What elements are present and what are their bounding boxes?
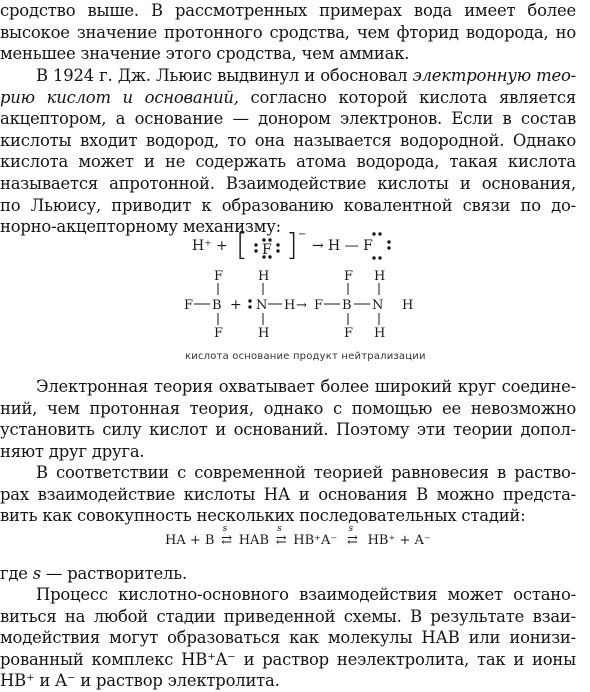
atom-h: H — [374, 326, 386, 341]
text-line — [0, 65, 576, 87]
paragraph-6 — [0, 584, 576, 692]
text-run: В 1924 г. Дж. Льюис выдвинул и обосновал — [36, 66, 413, 85]
electron-dot — [378, 232, 381, 235]
text-line: В соответствии с современной теорией равновесия в раство- — [36, 463, 576, 482]
text-run: где — [0, 564, 33, 583]
equilibrium-scheme — [165, 524, 431, 548]
complex-hab: HAB — [238, 533, 269, 548]
electron-dot — [378, 256, 381, 259]
atom-f: F — [344, 326, 354, 341]
text-line: норно-акцепторному механизму: — [0, 217, 281, 237]
solvent-label: s — [348, 524, 354, 534]
text-run: — растворитель. — [41, 564, 187, 583]
text-line: рах взаимодействие кислоты НА и основания В можно предста- — [0, 484, 576, 504]
hf-molecule: H — F — [328, 238, 373, 254]
equilibrium-arrow: s ⇄ — [275, 524, 287, 548]
reaction-arrow: → — [312, 238, 324, 254]
left-bracket: [ — [236, 228, 248, 263]
atom-f: F — [314, 298, 324, 313]
atom-h: H — [258, 269, 270, 284]
paragraph-1 — [0, 0, 576, 65]
paragraph-4 — [0, 462, 576, 527]
free-ions: HB⁺ + A⁻ — [367, 533, 431, 548]
reaction-scheme-2 — [180, 266, 440, 350]
text-line: рованный комплекс HB⁺A⁻ и раствор неэлектролита, так и ионы — [0, 649, 576, 669]
fluorine-atom: F — [262, 242, 272, 258]
paragraph-5 — [0, 563, 576, 585]
electron-dot — [248, 305, 251, 308]
electron-dot — [254, 243, 257, 246]
reaction-arrow: → — [296, 298, 307, 313]
text-line: ний, чем протонная теория, однако с помощью ее невозможно — [0, 398, 576, 418]
text-line: модействия могут образоваться как молекулы НАВ или ионизи- — [0, 628, 576, 648]
text-line: высокое значение протонного сродства, чем фторид водорода, но — [0, 22, 576, 42]
italic-term: рию кислот и оснований, — [0, 87, 239, 107]
text-line: вить как совокупность нескольких последовательных стадий: — [0, 506, 526, 526]
atom-b: B — [212, 298, 222, 313]
plus-sign: + — [230, 297, 242, 313]
atom-f: F — [214, 269, 224, 284]
atom-h: H — [402, 298, 414, 313]
text-line: называется апротонной. Взаимодействие кислоты и основания, — [0, 173, 576, 193]
text-line: акцептором, а основание — донором электронов. Если в состав — [0, 109, 576, 129]
text-line — [0, 563, 576, 585]
text-run: согласно которой кислота является — [238, 87, 576, 107]
atom-n: N — [372, 298, 384, 313]
atom-f: F — [214, 326, 224, 341]
text-line: виться на любой стадии приведенной схемы. В результате взаи- — [0, 606, 576, 626]
electron-dot — [372, 232, 375, 235]
atom-h: H — [374, 269, 386, 284]
solvent-label: s — [277, 524, 282, 534]
proton-label: H⁺ + — [192, 238, 228, 254]
text-line: кислота может и не содержать атома водорода, такая кислота — [0, 152, 576, 172]
text-line: меньшее значение этого сродства, чем аммиак. — [0, 44, 410, 64]
paragraph-3 — [0, 376, 576, 462]
text-line: кислоты входит водород, то она называется водородной. Однако — [0, 130, 576, 150]
text-line: сродство выше. В рассмотренных примерах вода имеет более — [0, 1, 576, 20]
electron-dot — [387, 240, 390, 243]
atom-n: N — [256, 298, 268, 313]
ion-pair: HB⁺A⁻ — [293, 533, 338, 548]
right-bracket: ] — [286, 228, 298, 263]
text-line: установить силу кислот и оснований. Поэтому эти теории допол- — [0, 420, 576, 440]
reaction-scheme-1 — [190, 228, 430, 264]
electron-dot — [276, 249, 279, 252]
text-line: няют друг друга. — [0, 441, 145, 461]
equilibrium-arrow: s ⇄ — [346, 524, 358, 548]
text-line — [0, 87, 576, 109]
solvent-symbol: s — [32, 564, 42, 583]
electron-dot — [254, 249, 257, 252]
paragraph-2 — [0, 65, 576, 238]
electron-dot — [387, 246, 390, 249]
electron-dot — [248, 299, 251, 302]
reactants: HA + B — [165, 533, 215, 548]
atom-b: B — [342, 298, 352, 313]
text-line: Электронная теория охватывает более широкий круг соедине- — [36, 377, 576, 396]
scheme-caption: кислота основание продукт нейтрализации — [185, 351, 426, 362]
atom-h: H — [284, 298, 296, 313]
text-line: по Льюису, приводит к образованию ковалентной связи по до- — [0, 195, 576, 215]
charge-minus: − — [298, 229, 307, 240]
atom-f: F — [344, 269, 354, 284]
text-line: Процесс кислотно-основного взаимодействия может остано- — [36, 585, 576, 604]
equilibrium-arrow: s ⇄ — [221, 524, 233, 548]
italic-term: электронную тео- — [412, 66, 576, 85]
electron-dot — [276, 243, 279, 246]
atom-h: H — [258, 326, 270, 341]
electron-dot — [372, 256, 375, 259]
atom-f: F — [184, 298, 194, 313]
text-line: HB⁺ и A⁻ и раствор электролита. — [0, 671, 280, 691]
solvent-label: s — [222, 524, 228, 534]
